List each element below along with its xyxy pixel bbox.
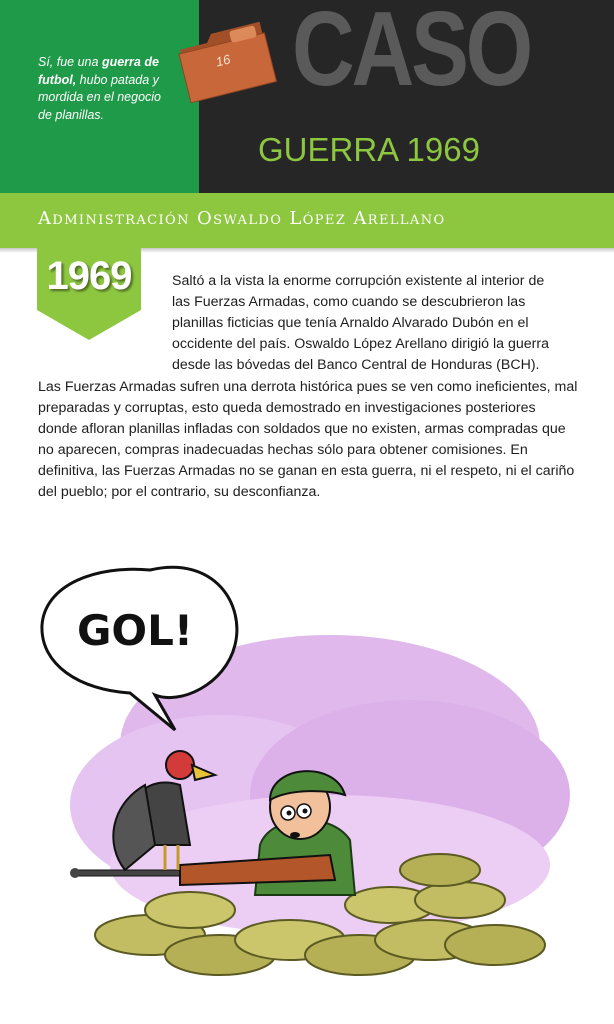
paragraph-intro: Saltó a la vista la enorme corrupción existente al interior de las Fuerzas Armadas, como cuando se descubrieron las planillas ficticias que tenía Arnaldo Alvarado Dubón en el occidente del país. Oswaldo López Arellano dirigió la guerra desde las bóvedas del Banco Central de Honduras (BCH). bbox=[172, 273, 549, 373]
case-title: GUERRA 1969 bbox=[258, 131, 480, 168]
badge-year: 1969 bbox=[46, 254, 132, 298]
folder-number: 16 bbox=[214, 51, 232, 70]
case-word: CASO bbox=[292, 0, 531, 108]
administration-title: Administración Oswaldo López Arellano bbox=[38, 208, 446, 229]
intro-text-part: Sí, fue una bbox=[38, 55, 102, 69]
cartoon-illustration bbox=[30, 545, 590, 1010]
intro-text-part: hubo patada y mordida en el negocio de planillas. bbox=[38, 72, 161, 122]
intro-text-bold: guerra de futbol, bbox=[38, 55, 159, 87]
speech-text: GOL! bbox=[76, 606, 194, 655]
intro-text bbox=[38, 54, 168, 124]
paragraph-body: Las Fuerzas Armadas sufren una derrota histórica pues se ven como ineficientes, mal preparadas y corruptas, esto queda demostrado en investigaciones posteriores donde afloran planillas infladas con soldados que no existen, armas compradas que no aparecen, compras inadecuadas hechas sólo para obtener comisiones. En definitiva, las Fuerzas Armadas no se ganan en esta guerra, ni el respeto, ni el cariño del pueblo; por el contrario, su desconfianza. bbox=[38, 379, 578, 500]
